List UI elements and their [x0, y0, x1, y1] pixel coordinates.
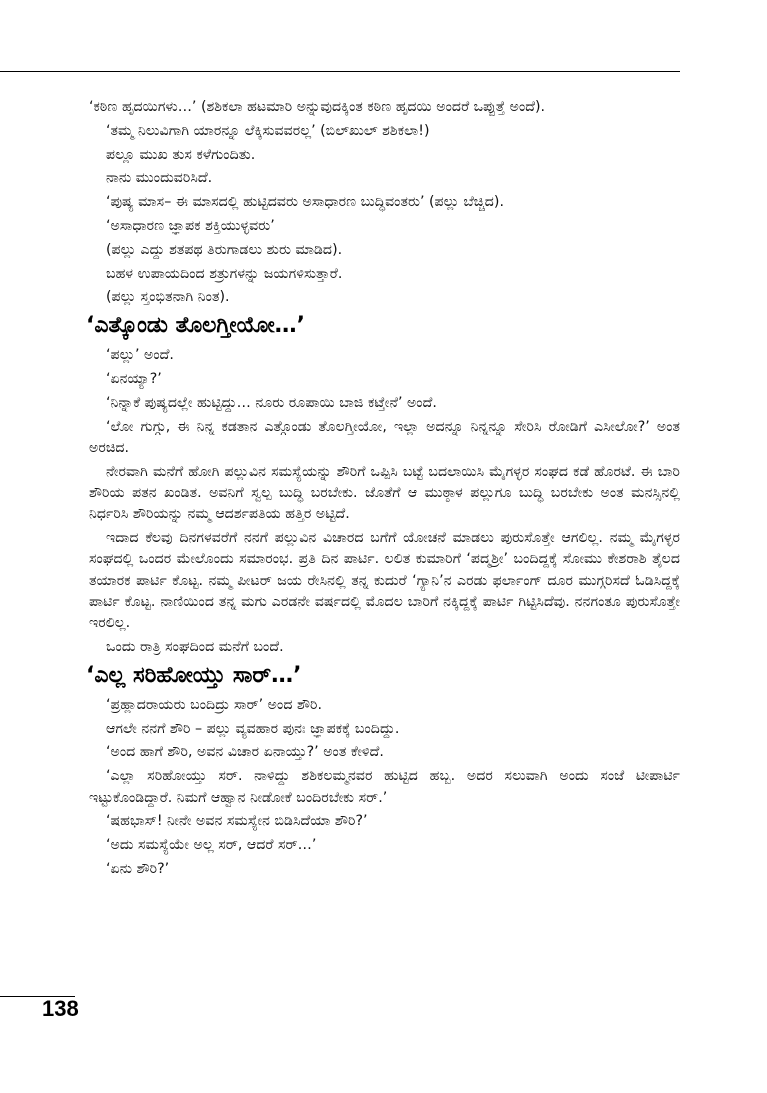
paragraph: ‘ಅಂದ ಹಾಗೆ ಶೌರಿ, ಅವನ ವಿಚಾರ ಏನಾಯ್ತು?’ ಅಂತ ಕೇಳಿದೆ. — [106, 744, 384, 761]
paragraph: (ಪಲ್ಲು ಎದ್ದು ಶತಪಥ ತಿರುಗಾಡಲು ಶುರು ಮಾಡಿದ). — [106, 241, 343, 258]
page-number: 138 — [42, 996, 79, 1021]
paragraph: (ಪಲ್ಲು ಸ್ತಂಭಿತನಾಗಿ ನಿಂತ). — [106, 289, 230, 306]
paragraph: ‘ಪಲ್ಲು’ ಅಂದೆ. — [106, 347, 174, 364]
paragraph: ‘ಏನು ಶೌರಿ?’ — [106, 860, 170, 877]
top-rule — [0, 71, 680, 72]
paragraph: ‘ಅಸಾಧಾರಣ ಜ್ಞಾಪಕ ಶಕ್ತಿಯುಳ್ಳವರು’ — [106, 217, 275, 234]
section-heading: ‘ಎಲ್ಲ ಸರಿಹೋಯ್ತು ಸಾರ್…’ — [86, 662, 302, 688]
paragraph: ಪಲ್ಲೂ ಮುಖ ತುಸ ಕಳೆಗುಂದಿತು. — [106, 146, 256, 163]
paragraph: ‘ಕಠಿಣ ಹೃದಯಿಗಳು…’ (ಶಶಿಕಲಾ ಹಟಮಾರಿ ಅನ್ನುವುದಕ್ಕಿಂತ ಕಠಿಣ ಹೃದಯಿ ಅಂದರೆ ಒಪ್ಪುತ್ತೆ ಅಂದೆ). — [89, 99, 546, 115]
paragraph: ‘ಏನಯ್ಯಾ?’ — [106, 370, 162, 387]
paragraph: ‘ಷಹಭಾಸ್! ನೀನೇ ಅವನ ಸಮಸ್ಯೇನ ಬಿಡಿಸಿದೆಯಾ ಶೌರಿ?’ — [106, 813, 368, 830]
paragraph: ಆಗಲೇ ನನಗೆ ಶೌರಿ – ಪಲ್ಲು ವ್ಯವಹಾರ ಪುನಃ ಜ್ಞಾಪಕಕ್ಕೆ ಬಂದಿದ್ದು. — [106, 720, 400, 737]
paragraph: ‘ನಿನ್ನಾಕೆ ಪುಷ್ಯದಲ್ಲೇ ಹುಟ್ಟಿದ್ದು… ನೂರು ರೂಪಾಯಿ ಬಾಜಿ ಕಟ್ತೇನೆ’ ಅಂದೆ. — [106, 394, 437, 411]
paragraph: ಬಹಳ ಉಪಾಯದಿಂದ ಶತ್ರುಗಳನ್ನು ಜಯಗಳಿಸುತ್ತಾರೆ. — [106, 265, 343, 282]
page-body — [86, 97, 680, 883]
paragraph: ನಾನು ಮುಂದುವರಿಸಿದೆ. — [106, 170, 213, 187]
paragraph: ನೇರವಾಗಿ ಮನೆಗೆ ಹೋಗಿ ಪಲ್ಲುವಿನ ಸಮಸ್ಯೆಯನ್ನು ಶೌರಿಗೆ ಒಪ್ಪಿಸಿ ಬಟ್ಟೆ ಬದಲಾಯಿಸಿ ಮೈಗಳ್ಳರ ಸಂಘದ ಕಡೆ ಹೊರಟೆ. ಈ ಬಾರಿ ಶೌರಿಯ ಪತನ ಖಂಡಿತ. ಅವನಿಗೆ ಸ್ವಲ್ಪ ಬುದ್ಧಿ ಬರಬೇಕು. ಜೊತೆಗೆ ಆ ಮುಠ್ಠಾಳ ಪಲ್ಲುಗೂ ಬುದ್ಧಿ ಬರಬೇಕು ಅಂತ ಮನಸ್ಸಿನಲ್ಲಿ ನಿರ್ಧರಿಸಿ ಶೌರಿಯನ್ನು ನಮ್ಮ ಆದರ್ಶಪತಿಯ ಹತ್ತಿರ ಅಟ್ಟಿದೆ. — [89, 463, 680, 523]
paragraph: ‘ತಮ್ಮ ನಿಲುವಿಗಾಗಿ ಯಾರನ್ನೂ ಲೆಕ್ಕಿಸುವವರಲ್ಲ’ (ಬಿಲ್‌ಖುಲ್ ಶಶಿಕಲಾ!) — [106, 122, 430, 139]
paragraph: ‘ಲೋ ಗುಗ್ಗು, ಈ ನಿನ್ನ ಕಡತಾನ ಎತ್ಗೊಂಡು ತೊಲಗ್ತೀಯೋ, ಇಲ್ಲಾ ಅದನ್ನೂ ನಿನ್ನನ್ನೂ ಸೇರಿಸಿ ರೋಡಿಗೆ ಎಸೀಲೋ?’ ಅಂತ ಅರಚಿದ. — [89, 418, 680, 456]
paragraph: ‘ಪ್ರಹ್ಲಾದರಾಯರು ಬಂದಿದ್ರು ಸಾರ್’ ಅಂದ ಶೌರಿ. — [106, 696, 323, 713]
paragraph: ಒಂದು ರಾತ್ರಿ ಸಂಘದಿಂದ ಮನೆಗೆ ಬಂದೆ. — [106, 639, 284, 656]
paragraph: ‘ಪುಷ್ಯ ಮಾಸ– ಈ ಮಾಸದಲ್ಲಿ ಹುಟ್ಟಿದವರು ಅಸಾಧಾರಣ ಬುದ್ಧಿವಂತರು’ (ಪಲ್ಲು ಬೆಚ್ಚಿದ). — [106, 194, 504, 211]
paragraph: ‘ಅದು ಸಮಸ್ಯೆಯೇ ಅಲ್ಲ ಸರ್, ಆದರೆ ಸರ್…’ — [106, 837, 317, 854]
section-heading: ‘ಎತ್ಕೊಂಡು ತೊಲಗ್ತೀಯೋ…’ — [86, 313, 306, 339]
paragraph: ಇದಾದ ಕೆಲವು ದಿನಗಳವರೆಗೆ ನನಗೆ ಪಲ್ಲುವಿನ ವಿಚಾರದ ಬಗೆಗೆ ಯೋಚನೆ ಮಾಡಲು ಪುರುಸೊತ್ತೇ ಆಗಲಿಲ್ಲ. ನಮ್ಮ ಮೈಗಳ್ಳರ ಸಂಘದಲ್ಲಿ ಒಂದರ ಮೇಲೊಂದು ಸಮಾರಂಭ. ಪ್ರತಿ ದಿನ ಪಾರ್ಟಿ. ಲಲಿತ ಕುಮಾರಿಗೆ ‘ಪದ್ಮಶ್ರೀ’ ಬಂದಿದ್ದಕ್ಕೆ ಸೋಮು ಕೇಶರಾಶಿ ತೈಲದ ತಯಾರಕ ಪಾರ್ಟಿ ಕೊಟ್ಟ. ನಮ್ಮ ಪೀಟರ್ ಜಯ ರೇಸಿನಲ್ಲಿ ತನ್ನ ಕುದುರೆ ‘ಗ್ಯಾನಿ’ನ ಎರಡು ಫರ್ಲಾಂಗ್ ದೂರ ಮುಗ್ಗರಿಸದೆ ಓಡಿಸಿದ್ದಕ್ಕೆ ಪಾರ್ಟಿ ಕೊಟ್ಟ. ನಾಣಿಯಿಂದ ತನ್ನ ಮಗು ಎರಡನೇ ವರ್ಷದಲ್ಲಿ ಮೊದಲ ಬಾರಿಗೆ ನಕ್ಕಿದ್ದಕ್ಕೆ ಪಾರ್ಟಿ ಗಿಟ್ಟಿಸಿದೆವು. ನನಗಂತೂ ಪುರುಸೊತ್ತೇ ಇರಲಿಲ್ಲ. — [89, 530, 680, 632]
paragraph: ‘ಎಲ್ಲಾ ಸರಿಹೋಯ್ತು ಸರ್. ನಾಳಿದ್ದು ಶಶಿಕಲಮ್ಮನವರ ಹುಟ್ಟಿದ ಹಬ್ಬ. ಅದರ ಸಲುವಾಗಿ ಅಂದು ಸಂಜೆ ಟೀಪಾರ್ಟಿ ಇಟ್ಟುಕೊಂಡಿದ್ದಾರೆ. ನಿಮಗೆ ಆಹ್ವಾನ ನೀಡೋಕೆ ಬಂದಿರಬೇಕು ಸರ್.’ — [89, 768, 680, 806]
